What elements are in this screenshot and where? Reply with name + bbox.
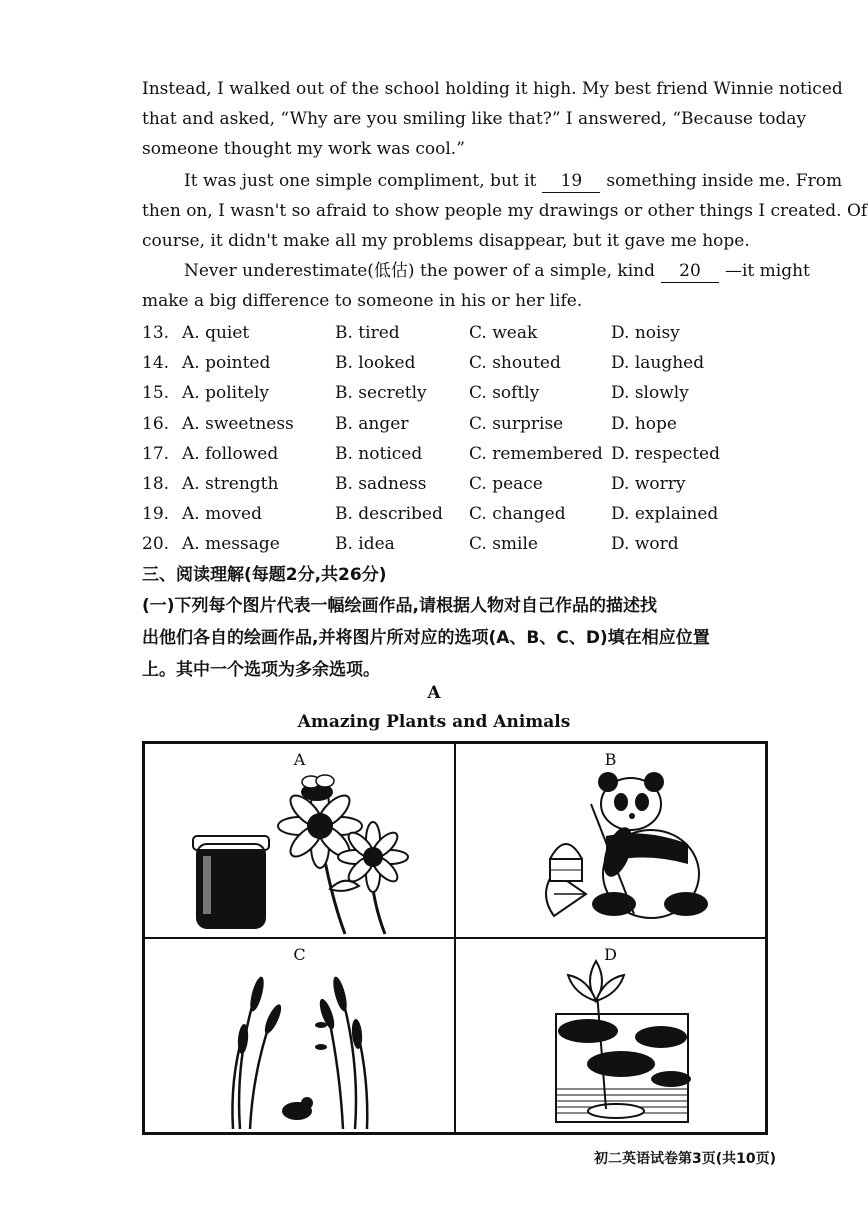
option-c: C. smile: [469, 534, 538, 555]
passage-line: Instead, I walked out of the school holding it high. My best friend Winnie noticed: [142, 79, 843, 99]
passage-line: that and asked, “Why are you smiling like that?” I answered, “Because today: [142, 109, 807, 129]
option-b: B. secretly: [335, 383, 427, 404]
picture-cell-c: [144, 938, 455, 1133]
option-a: A. followed: [182, 443, 279, 464]
option-row: [142, 318, 782, 348]
section-title: 三、阅读理解(每题2分,共26分): [142, 565, 387, 585]
picture-label: D: [604, 945, 617, 964]
option-d: D. noisy: [611, 323, 680, 344]
option-d: D. respected: [611, 443, 720, 464]
option-b: B. tired: [335, 323, 400, 344]
option-d: D. worry: [611, 474, 686, 495]
question-number: 13.: [142, 323, 170, 344]
option-b: B. noticed: [335, 443, 423, 464]
question-number: 15.: [142, 383, 170, 404]
passage-paragraph-1: [142, 74, 843, 164]
question-number: 19.: [142, 504, 170, 525]
picture-label: A: [293, 750, 306, 769]
option-row: [142, 469, 782, 499]
passage-text: Never underestimate(低估) the power of a simple, kind: [184, 261, 655, 281]
option-a: A. moved: [182, 504, 262, 525]
option-c: C. softly: [469, 383, 540, 404]
question-number: 16.: [142, 413, 170, 434]
instruction-line: 出他们各自的绘画作品,并将图片所对应的选项(A、B、C、D)填在相应位置: [142, 628, 710, 648]
option-c: C. weak: [469, 323, 538, 344]
section-instructions: [142, 590, 772, 686]
passage-line: then on, I wasn't so afraid to show people my drawings or other things I created. Of: [142, 201, 868, 221]
lotus-pond-icon: [456, 939, 766, 1134]
option-row: [142, 348, 782, 378]
option-row: [142, 409, 782, 439]
option-b: B. looked: [335, 353, 416, 374]
wheat-frog-insects-icon: [145, 939, 455, 1134]
picture-label: B: [604, 750, 617, 769]
option-b: B. anger: [335, 413, 409, 434]
option-row: [142, 378, 782, 408]
question-number: 17.: [142, 443, 170, 464]
question-number: 14.: [142, 353, 170, 374]
picture-cell-a: [144, 743, 455, 938]
picture-cell-b: [455, 743, 766, 938]
option-a: A. politely: [182, 383, 270, 404]
passage-text: —it might: [724, 261, 810, 281]
passage-line: course, it didn't make all my problems disappear, but it gave me hope.: [142, 231, 750, 251]
option-b: B. described: [335, 504, 443, 525]
option-row: [142, 499, 782, 529]
option-a: A. pointed: [182, 353, 271, 374]
passage-paragraph-3: [142, 256, 810, 316]
option-row: [142, 439, 782, 469]
blank-20: 20: [661, 260, 719, 283]
part-letter: A: [427, 683, 441, 703]
passage-paragraph-2: [142, 166, 868, 256]
instruction-line: 上。其中一个选项为多余选项。: [142, 660, 380, 680]
instruction-line: (一)下列每个图片代表一幅绘画作品,请根据人物对自己作品的描述找: [142, 596, 657, 616]
option-d: D. slowly: [611, 383, 689, 404]
option-d: D. explained: [611, 504, 719, 525]
option-a: A. message: [182, 534, 280, 555]
option-b: B. idea: [335, 534, 395, 555]
answer-options: [142, 318, 782, 560]
passage-line: make a big difference to someone in his or her life.: [142, 291, 583, 311]
blank-19: 19: [542, 170, 600, 193]
picture-grid: [142, 741, 768, 1135]
passage-line: [142, 256, 810, 286]
picture-cell-d: [455, 938, 766, 1133]
option-b: B. sadness: [335, 474, 427, 495]
option-c: C. remembered: [469, 443, 603, 464]
option-c: C. shouted: [469, 353, 561, 374]
passage-line: [142, 166, 843, 196]
option-c: C. peace: [469, 474, 543, 495]
panda-eating-bamboo-icon: [456, 744, 766, 939]
honey-jar-flowers-bee-icon: [145, 744, 455, 939]
passage-text: something inside me. From: [606, 171, 843, 191]
option-a: A. strength: [182, 474, 279, 495]
page-footer: 初二英语试卷第3页(共10页): [593, 1151, 776, 1167]
option-a: A. sweetness: [182, 413, 294, 434]
passage-text: It was just one simple compliment, but it: [184, 171, 537, 191]
option-row: [142, 529, 782, 559]
passage-line: someone thought my work was cool.”: [142, 139, 465, 159]
option-d: D. word: [611, 534, 679, 555]
part-title: Amazing Plants and Animals: [297, 712, 571, 732]
option-a: A. quiet: [182, 323, 250, 344]
picture-label: C: [293, 945, 306, 964]
question-number: 18.: [142, 474, 170, 495]
question-number: 20.: [142, 534, 170, 555]
option-d: D. hope: [611, 413, 677, 434]
option-c: C. changed: [469, 504, 566, 525]
option-c: C. surprise: [469, 413, 564, 434]
option-d: D. laughed: [611, 353, 705, 374]
